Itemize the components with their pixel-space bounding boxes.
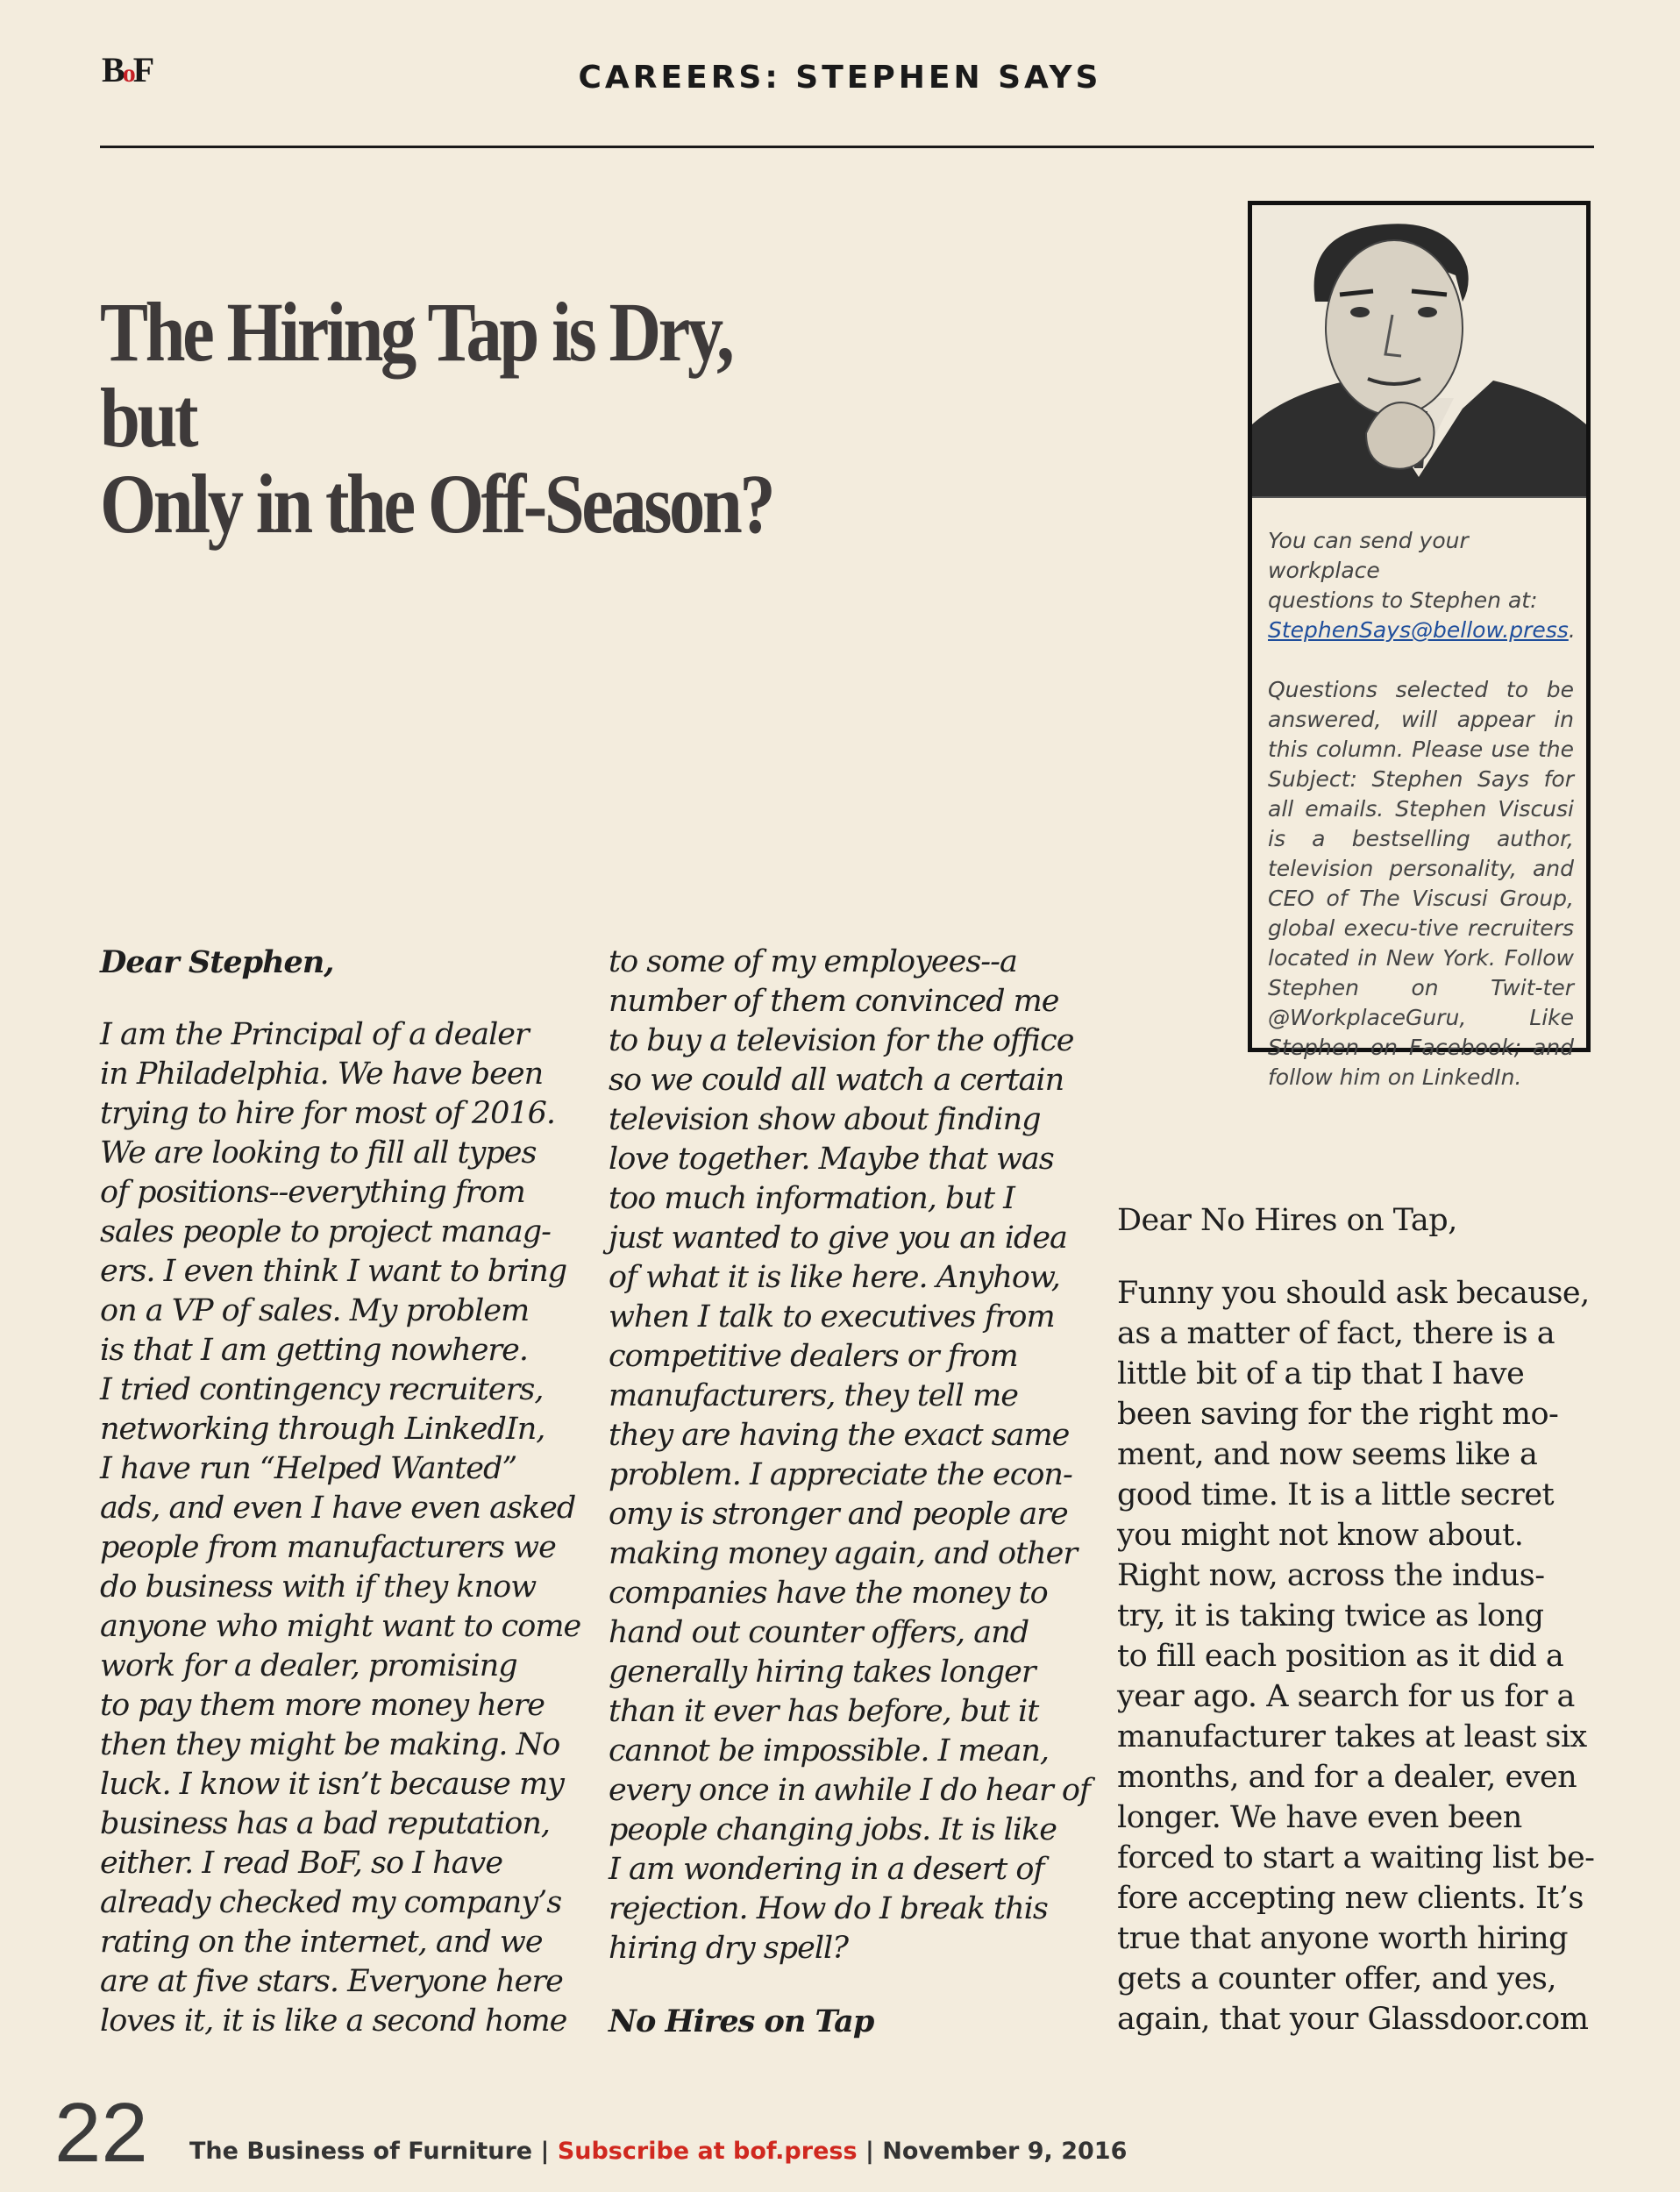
text-line: to buy a television for the office xyxy=(609,1023,1074,1058)
text-line: again, that your Glassdoor.com xyxy=(1117,2002,1589,2037)
text-line: on a VP of sales. My problem xyxy=(100,1293,530,1328)
page-footer xyxy=(54,2086,1545,2180)
text-line: I am wondering in a desert of xyxy=(609,1852,1044,1887)
text-line: anyone who might want to come xyxy=(100,1609,581,1644)
text-line: been saving for the right mo- xyxy=(1117,1397,1559,1432)
text-line: either. I read BoF, so I have xyxy=(100,1846,503,1881)
footer-line xyxy=(189,2138,1127,2165)
text-line: people changing jobs. It is like xyxy=(609,1812,1057,1847)
text-line: rejection. How do I break this xyxy=(609,1891,1048,1926)
response-text xyxy=(1117,1273,1608,2039)
page-number: 22 xyxy=(54,2086,148,2180)
response-column xyxy=(1117,1200,1608,2039)
text-line: I have run “Helped Wanted” xyxy=(100,1451,517,1486)
letter-col1-text xyxy=(100,1015,591,2041)
text-line: good time. It is a little secret xyxy=(1117,1477,1555,1512)
text-line: business has a bad reputation, xyxy=(100,1806,551,1841)
subscribe-link[interactable]: Subscribe at bof.press xyxy=(557,2138,858,2165)
text-line: television show about finding xyxy=(609,1102,1041,1137)
text-line: competitive dealers or from xyxy=(609,1339,1018,1374)
text-line: ads, and even I have even asked xyxy=(100,1491,576,1526)
text-line: just wanted to give you an idea xyxy=(609,1221,1067,1256)
text-line: omy is stronger and people are xyxy=(609,1497,1068,1532)
stephen-email-link[interactable]: StephenSays@bellow.press xyxy=(1268,617,1569,643)
text-line: networking through LinkedIn, xyxy=(100,1412,545,1447)
email-suffix: . xyxy=(1568,617,1576,643)
issue-date: November 9, 2016 xyxy=(882,2138,1128,2165)
footer-separator: | xyxy=(540,2138,550,2165)
sidebar-text xyxy=(1268,526,1574,1092)
text-line: I tried contingency recruiters, xyxy=(100,1372,544,1407)
text-line: I am the Principal of a dealer xyxy=(100,1017,529,1052)
text-line: forced to start a waiting list be- xyxy=(1117,1840,1595,1875)
text-line: you might not know about. xyxy=(1117,1518,1524,1553)
text-line: longer. We have even been xyxy=(1117,1800,1522,1835)
text-line: companies have the money to xyxy=(609,1576,1048,1611)
text-line: Funny you should ask because, xyxy=(1117,1276,1590,1311)
footer-separator: | xyxy=(865,2138,874,2165)
text-line: people from manufacturers we xyxy=(100,1530,556,1565)
text-line: to some of my employees--a xyxy=(609,944,1017,979)
text-line: months, and for a dealer, even xyxy=(1117,1760,1577,1795)
author-portrait-image xyxy=(1252,205,1586,498)
text-line: do business with if they know xyxy=(100,1569,537,1605)
sidebar-bio: Questions selected to be answered, will appear in this column. Please use the Subject: Stephen Says for all emails. Stephen Viscusi is a bestselling author, television personality, and CEO of The Viscusi Group, global execu-tive recruiters located in New York. Follow Stephen on Twit-ter @WorkplaceGuru, Like Stephen on Facebook; and follow him on LinkedIn. xyxy=(1268,677,1574,1090)
text-line: too much information, but I xyxy=(609,1181,1014,1216)
text-line: to fill each position as it did a xyxy=(1117,1639,1564,1674)
text-line: luck. I know it isn’t because my xyxy=(100,1767,564,1802)
letter-column-1 xyxy=(100,943,591,2041)
portrait-illustration-icon xyxy=(1252,205,1586,496)
response-salutation: Dear No Hires on Tap, xyxy=(1117,1203,1457,1238)
text-line: of positions--everything from xyxy=(100,1175,525,1210)
text-line: of what it is like here. Anyhow, xyxy=(609,1260,1060,1295)
text-line: ment, and now seems like a xyxy=(1117,1437,1538,1472)
text-line: in Philadelphia. We have been xyxy=(100,1057,544,1092)
text-line: We are looking to fill all types xyxy=(100,1135,537,1171)
text-line: work for a dealer, promising xyxy=(100,1648,517,1683)
author-sidebar xyxy=(1248,201,1591,1090)
text-line: cannot be impossible. I mean, xyxy=(609,1733,1049,1769)
text-line: are at five stars. Everyone here xyxy=(100,1964,563,1999)
text-line: every once in awhile I do hear of xyxy=(609,1773,1090,1808)
text-line: little bit of a tip that I have xyxy=(1117,1356,1525,1391)
text-line: problem. I appreciate the econ- xyxy=(609,1457,1072,1492)
letter-salutation: Dear Stephen, xyxy=(100,944,334,980)
text-line: ers. I even think I want to bring xyxy=(100,1254,567,1289)
text-line: year ago. A search for us for a xyxy=(1117,1679,1575,1714)
text-line: loves it, it is like a second home xyxy=(100,2003,567,2039)
text-line: so we could all watch a certain xyxy=(609,1063,1064,1098)
text-line: Right now, across the indus- xyxy=(1117,1558,1545,1593)
text-line: is that I am getting nowhere. xyxy=(100,1333,528,1368)
text-line: gets a counter offer, and yes, xyxy=(1117,1961,1556,1996)
sidebar-line-2: questions to Stephen at: xyxy=(1268,587,1538,613)
headline-line-1: The Hiring Tap is Dry, but xyxy=(100,285,732,465)
text-line: love together. Maybe that was xyxy=(609,1142,1054,1177)
text-line: then they might be making. No xyxy=(100,1727,560,1762)
letter-signoff: No Hires on Tap xyxy=(609,2003,874,2039)
letter-column-2 xyxy=(609,943,1100,2041)
text-line: hiring dry spell? xyxy=(609,1931,848,1966)
text-line: to pay them more money here xyxy=(100,1688,545,1723)
text-line: hand out counter offers, and xyxy=(609,1615,1029,1650)
sidebar-line-1: You can send your workplace xyxy=(1268,528,1469,583)
text-line: sales people to project manag- xyxy=(100,1214,551,1249)
text-line: already checked my company’s xyxy=(100,1885,562,1920)
article-headline xyxy=(100,285,779,551)
section-title: CAREERS: STEPHEN SAYS xyxy=(578,60,1102,96)
publication-name: The Business of Furniture xyxy=(189,2138,533,2165)
text-line: fore accepting new clients. It’s xyxy=(1117,1881,1584,1916)
text-line: rating on the internet, and we xyxy=(100,1925,543,1960)
letter-col2-text xyxy=(609,943,1100,1968)
text-line: they are having the exact same xyxy=(609,1418,1070,1453)
text-line: number of them convinced me xyxy=(609,984,1059,1019)
sidebar-intro xyxy=(1268,526,1574,645)
text-line: making money again, and other xyxy=(609,1536,1078,1571)
text-line: trying to hire for most of 2016. xyxy=(100,1096,556,1131)
text-line: than it ever has before, but it xyxy=(609,1694,1039,1729)
text-line: manufacturers, they tell me xyxy=(609,1378,1018,1413)
text-line: as a matter of fact, there is a xyxy=(1117,1316,1555,1351)
header-rule xyxy=(100,146,1594,148)
text-line: true that anyone worth hiring xyxy=(1117,1921,1569,1956)
text-line: manufacturer takes at least six xyxy=(1117,1719,1587,1754)
text-line: generally hiring takes longer xyxy=(609,1655,1036,1690)
text-line: try, it is taking twice as long xyxy=(1117,1598,1544,1633)
bof-logo: BoF xyxy=(102,50,153,89)
text-line: when I talk to executives from xyxy=(609,1299,1055,1334)
headline-line-2: Only in the Off-Season? xyxy=(100,457,773,551)
